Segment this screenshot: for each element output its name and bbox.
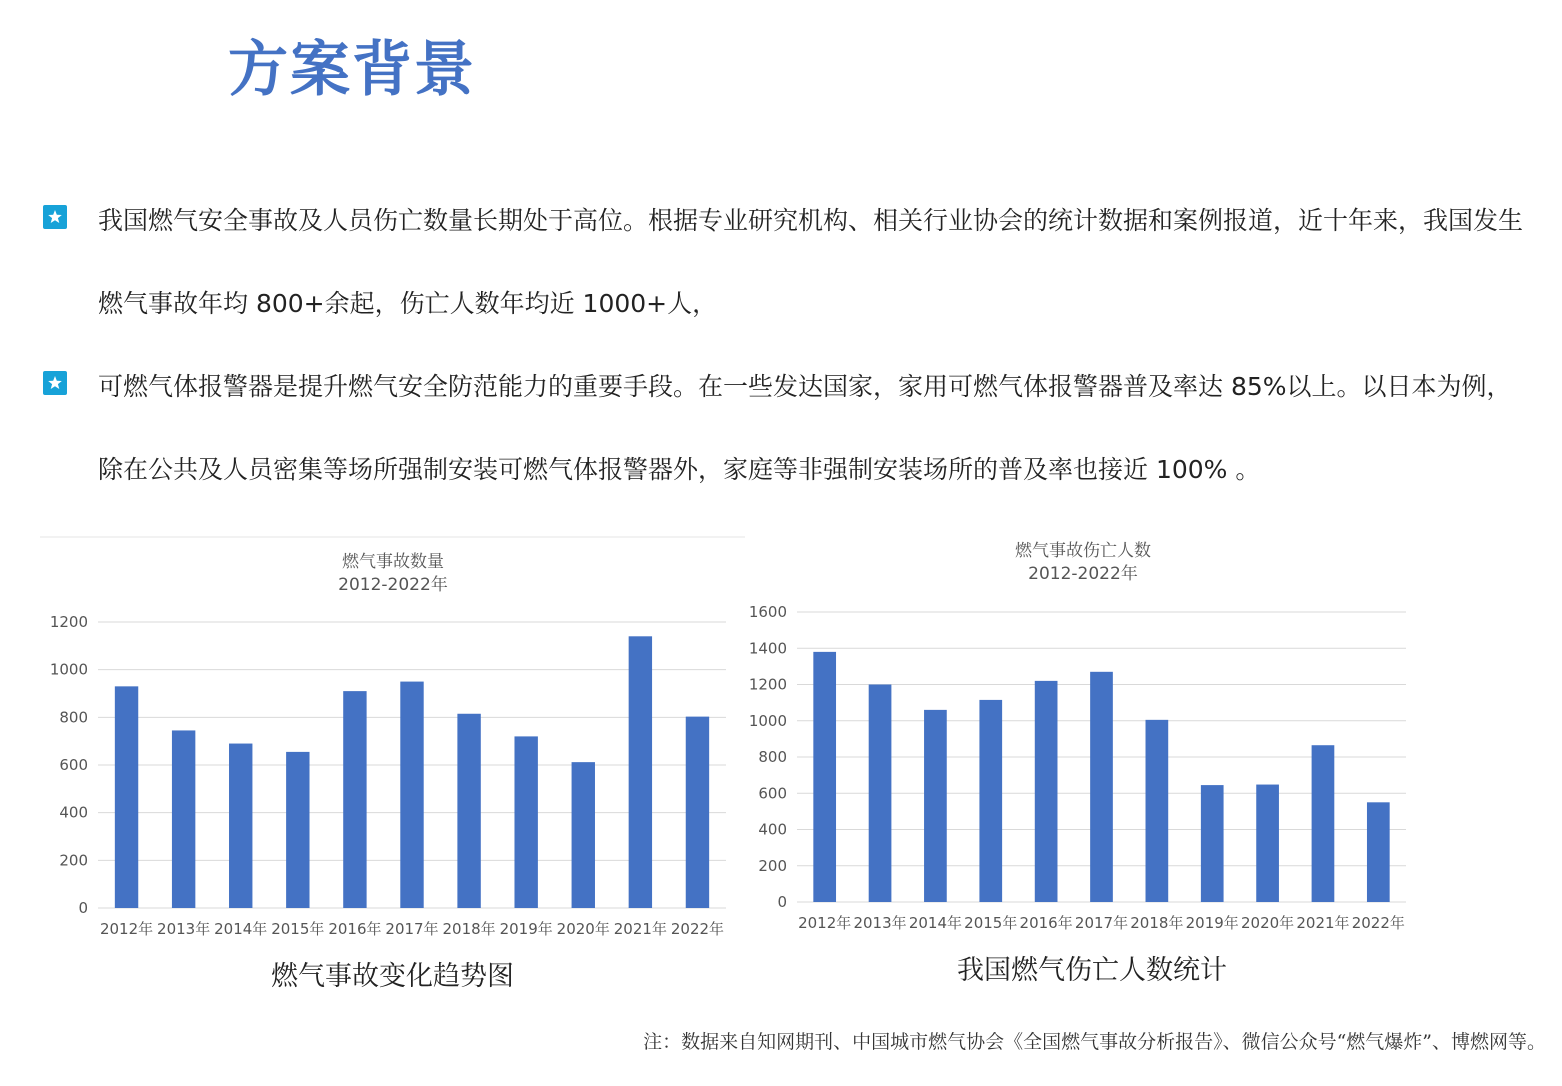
bar bbox=[286, 752, 309, 908]
bar bbox=[343, 691, 366, 908]
chart-subtitle: 2012-2022年 bbox=[338, 575, 448, 595]
y-tick-label: 600 bbox=[758, 784, 787, 803]
star-icon bbox=[43, 371, 67, 395]
y-tick-label: 200 bbox=[758, 856, 787, 875]
x-tick-label: 2021年 bbox=[613, 920, 667, 938]
x-tick-label: 2019年 bbox=[499, 920, 553, 938]
bar bbox=[400, 682, 423, 908]
x-tick-label: 2018年 bbox=[1130, 914, 1184, 932]
x-tick-label: 2021年 bbox=[1296, 914, 1350, 932]
y-tick-label: 0 bbox=[777, 893, 787, 911]
x-tick-label: 2018年 bbox=[442, 920, 496, 938]
y-tick-label: 0 bbox=[78, 899, 88, 917]
bar bbox=[979, 700, 1002, 902]
y-tick-label: 400 bbox=[758, 820, 787, 839]
casualty-count-chart bbox=[745, 530, 1425, 945]
bar bbox=[1146, 720, 1169, 902]
x-tick-label: 2017年 bbox=[1074, 914, 1129, 932]
bar bbox=[1201, 785, 1224, 902]
y-tick-label: 1400 bbox=[748, 639, 787, 658]
chart-subtitle: 2012-2022年 bbox=[1028, 564, 1138, 584]
x-tick-label: 2012年 bbox=[798, 914, 852, 932]
bar bbox=[629, 636, 652, 908]
bar bbox=[1312, 745, 1335, 902]
x-tick-label: 2013年 bbox=[853, 914, 907, 932]
y-tick-label: 1600 bbox=[748, 603, 787, 621]
chart-title: 燃气事故数量 bbox=[342, 552, 444, 572]
bar bbox=[514, 736, 537, 908]
bullet-text: 可燃气体报警器是提升燃气安全防范能力的重要手段。在一些发达国家，家用可燃气体报警器普及率达 85%以上。以日本为例， 除在公共及人员密集等场所强制安装可燃气体报警器外，家庭等非强制安装场所的普及率也接近 100% 。 bbox=[98, 372, 1512, 484]
bar bbox=[572, 762, 595, 908]
page-title: 方案背景 bbox=[228, 35, 476, 105]
star-icon bbox=[43, 205, 67, 229]
x-tick-label: 2012年 bbox=[99, 920, 154, 938]
x-tick-label: 2019年 bbox=[1185, 914, 1239, 932]
chart-caption-accidents: 燃气事故变化趋势图 bbox=[271, 961, 514, 992]
y-tick-label: 1000 bbox=[748, 711, 787, 730]
y-tick-label: 200 bbox=[59, 851, 88, 870]
x-tick-label: 2022年 bbox=[670, 920, 725, 938]
bar bbox=[172, 730, 195, 908]
bar bbox=[1090, 672, 1113, 902]
y-tick-label: 1200 bbox=[748, 675, 787, 694]
y-tick-label: 800 bbox=[758, 748, 787, 766]
y-tick-label: 600 bbox=[59, 756, 88, 774]
bullet-text: 我国燃气安全事故及人员伤亡数量长期处于高位。根据专业研究机构、相关行业协会的统计数据和案例报道，近十年来，我国发生燃气事故年均 800+余起，伤亡人数年均近 1000+人， bbox=[98, 206, 1524, 318]
bar bbox=[686, 717, 709, 908]
bar bbox=[924, 710, 947, 902]
bar bbox=[1256, 785, 1279, 902]
chart-svg bbox=[40, 536, 745, 951]
x-tick-label: 2013年 bbox=[157, 920, 211, 938]
accident-count-chart bbox=[40, 536, 745, 951]
bar bbox=[1035, 681, 1058, 902]
x-tick-label: 2020年 bbox=[556, 920, 610, 938]
chart-caption-casualties: 我国燃气伤亡人数统计 bbox=[957, 955, 1227, 986]
bar bbox=[813, 652, 836, 902]
chart-title: 燃气事故伤亡人数 bbox=[1015, 541, 1151, 561]
x-tick-label: 2017年 bbox=[385, 920, 439, 938]
x-tick-label: 2015年 bbox=[964, 914, 1018, 932]
y-tick-label: 800 bbox=[59, 708, 88, 727]
x-tick-label: 2016年 bbox=[328, 920, 382, 938]
y-tick-label: 1000 bbox=[49, 660, 88, 679]
bar bbox=[229, 744, 252, 908]
bar bbox=[1367, 802, 1390, 902]
x-tick-label: 2020年 bbox=[1240, 914, 1295, 932]
y-tick-label: 400 bbox=[59, 803, 88, 822]
x-tick-label: 2022年 bbox=[1351, 914, 1405, 932]
x-tick-label: 2014年 bbox=[214, 920, 268, 938]
bar bbox=[115, 686, 138, 908]
bar bbox=[457, 714, 480, 908]
x-tick-label: 2015年 bbox=[271, 920, 325, 938]
x-tick-label: 2016年 bbox=[1019, 914, 1073, 932]
bar bbox=[869, 685, 892, 903]
y-tick-label: 1200 bbox=[49, 613, 88, 631]
chart-svg bbox=[745, 530, 1425, 945]
x-tick-label: 2014年 bbox=[908, 914, 963, 932]
footnote: 注：数据来自知网期刊、中国城市燃气协会《全国燃气事故分析报告》、微信公众号“燃气爆炸”、博燃网等。 bbox=[643, 1031, 1546, 1053]
